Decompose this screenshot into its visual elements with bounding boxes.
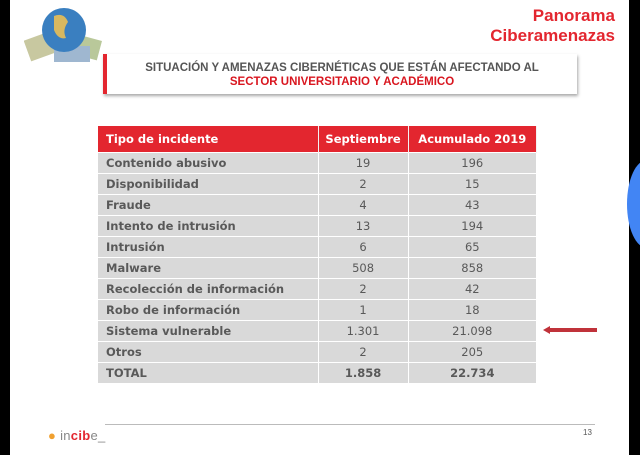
accumulated-cell: 43 (408, 194, 536, 215)
banner-line-1: SITUACIÓN Y AMENAZAS CIBERNÉTICAS QUE ESTÁN AFECTANDO AL (145, 62, 539, 74)
table-row (98, 257, 537, 278)
accumulated-cell: 65 (408, 236, 536, 257)
footer-divider (105, 424, 595, 425)
september-cell: 6 (318, 236, 408, 257)
table-row (98, 215, 537, 236)
table-row (98, 194, 537, 215)
september-cell: 13 (318, 215, 408, 236)
accumulated-cell: 22.734 (408, 362, 536, 383)
accumulated-cell: 42 (408, 278, 536, 299)
incident-type-cell: Fraude (98, 194, 318, 215)
slide (10, 0, 629, 455)
accumulated-cell: 21.098 (408, 320, 536, 341)
incident-type-cell: Contenido abusivo (98, 152, 318, 173)
september-cell: 4 (318, 194, 408, 215)
september-cell: 508 (318, 257, 408, 278)
table-row (98, 320, 537, 341)
banner-line-2: SECTOR UNIVERSITARIO Y ACADÉMICO (229, 76, 455, 88)
title-line-1: Panorama (532, 6, 615, 25)
incident-type-cell: Intento de intrusión (98, 215, 318, 236)
september-cell: 2 (318, 173, 408, 194)
title-line-2: Ciberamenazas (490, 26, 615, 45)
arrow-left-icon (543, 326, 597, 334)
incident-type-cell: TOTAL (98, 362, 318, 383)
incident-type-cell: Recolección de información (98, 278, 318, 299)
september-cell: 19 (318, 152, 408, 173)
incidents-table (98, 126, 537, 383)
table-row (98, 341, 537, 362)
september-cell: 2 (318, 341, 408, 362)
table-row (98, 299, 537, 320)
incident-type-cell: Sistema vulnerable (98, 320, 318, 341)
column-header: Tipo de incidente (98, 126, 318, 152)
incibe-logo: ● incibe_ (48, 428, 106, 443)
accumulated-cell: 194 (408, 215, 536, 236)
accumulated-cell: 15 (408, 173, 536, 194)
accumulated-cell: 858 (408, 257, 536, 278)
table-row (98, 278, 537, 299)
accumulated-cell: 205 (408, 341, 536, 362)
incident-type-cell: Otros (98, 341, 318, 362)
september-cell: 1.301 (318, 320, 408, 341)
column-header: Acumulado 2019 (408, 126, 536, 152)
table-row (98, 173, 537, 194)
slide-title (490, 6, 615, 46)
subtitle-banner (103, 54, 577, 94)
page-number: 13 (583, 428, 592, 437)
incident-type-cell: Malware (98, 257, 318, 278)
incident-type-cell: Robo de información (98, 299, 318, 320)
globe-money-image (24, 4, 104, 66)
table-row (98, 236, 537, 257)
accumulated-cell: 18 (408, 299, 536, 320)
table-row (98, 362, 537, 383)
table-header-row (98, 126, 537, 152)
accumulated-cell: 196 (408, 152, 536, 173)
column-header: Septiembre (318, 126, 408, 152)
september-cell: 1.858 (318, 362, 408, 383)
september-cell: 1 (318, 299, 408, 320)
incident-type-cell: Intrusión (98, 236, 318, 257)
september-cell: 2 (318, 278, 408, 299)
table-row (98, 152, 537, 173)
incident-type-cell: Disponibilidad (98, 173, 318, 194)
